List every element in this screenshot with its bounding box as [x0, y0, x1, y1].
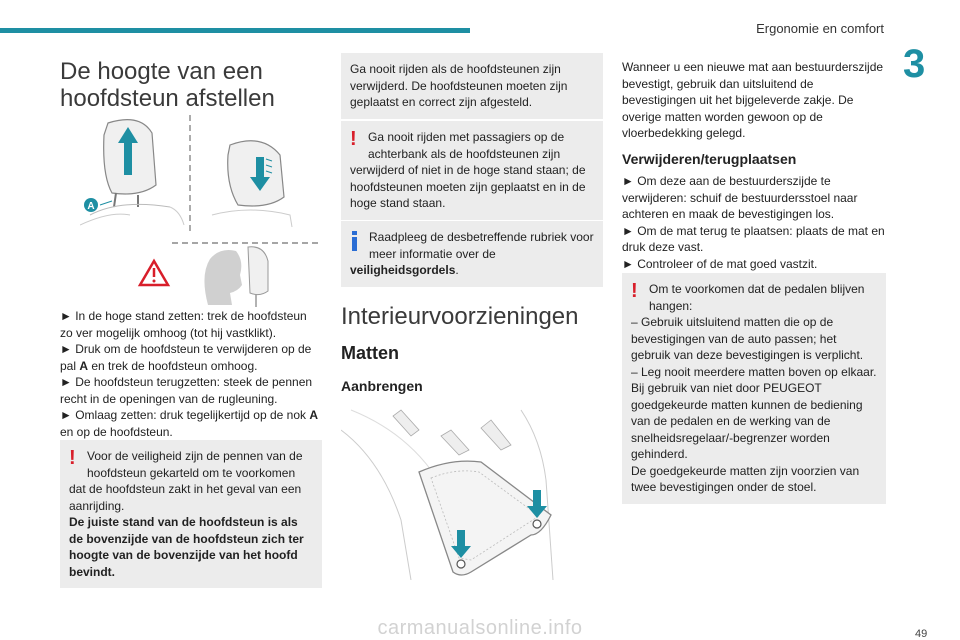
warning-text: Voor de veiligheid zijn de pennen van de hoofdsteun gekarteld om te voorkomen dat de hoofdsteun zakt in het geval van een aanrijding.: [69, 449, 303, 513]
warning-text: Ga nooit rijden met passagiers op de achterbank als de hoofdsteunen zijn verwijderd of niet in de hoge stand staan; de hoofdsteunen moeten zijn geplaatst en in de hoge stand staan.: [350, 130, 586, 210]
headrest-lowered: [228, 141, 284, 206]
floor-mat-figure: [341, 400, 603, 580]
warning-icon: !: [350, 128, 357, 150]
watermark: carmanualsonline.info: [377, 617, 583, 639]
warning-line: – Gebruik uitsluitend matten die op de bevestigingen van de auto passen; het gebruik van deze bevestigingen is verplicht.: [631, 315, 864, 362]
chapter-number: 3: [903, 42, 926, 86]
warning-line: De goedgekeurde matten zijn voorzien van twee bevestigingen onder de stoel.: [631, 463, 860, 494]
warning-icon: !: [631, 280, 638, 302]
step-remove-tail: en trek de hoofdsteun omhoog.: [88, 358, 258, 373]
info-link-seatbelts[interactable]: veiligheidsgordels: [350, 263, 456, 277]
warning-bold-text: De juiste stand van de hoofdsteun is als de bovenzijde van de hoofdsteun zich ter hoogte van de bovenzijde van het hoofd bevindt.: [69, 515, 304, 579]
head-silhouette: [204, 250, 242, 305]
seat-back-outline: [90, 204, 170, 215]
section-title: Ergonomie en comfort: [756, 21, 884, 36]
page-title: [60, 58, 322, 112]
step-remove-mat: ► Om deze aan de bestuurderszijde te verwijderen: schuif de bestuurdersstoel naar achteren en maak de bevestigingen los.: [622, 174, 858, 221]
mat-fastener: [457, 560, 465, 568]
header-accent-bar: [0, 28, 470, 33]
info-end: .: [455, 263, 459, 277]
warning-box-notched-pins: [60, 440, 322, 588]
step-refit-mat: ► Om de mat terug te plaatsen: plaats de mat en druk deze vast.: [622, 223, 885, 254]
label-a: A: [87, 201, 95, 212]
step-lower-bold: A: [309, 408, 319, 422]
note-text: Ga nooit rijden als de hoofdsteunen zijn verwijderd. De hoofdsteunen moeten zijn geplaatst en correct zijn afgesteld.: [350, 62, 568, 109]
info-box-seatbelts: [341, 221, 603, 287]
warning-line: – Leg nooit meerdere matten boven op elkaar.: [631, 364, 877, 379]
info-text: Raadpleeg de desbetreffende rubriek voor meer informatie over de: [369, 230, 594, 261]
pedal: [481, 420, 511, 450]
step-lower-tail: en op de hoofdsteun.: [60, 424, 173, 439]
section-heading: Interieurvoorzieningen: [341, 303, 579, 330]
warning-box-passengers: [341, 121, 603, 220]
floor-mat: [419, 461, 551, 575]
subsection-heading: Matten: [341, 343, 399, 363]
step-refit: ► De hoofdsteun terugzetten: steek de pennen recht in de openingen van de rugleuning.: [60, 375, 313, 406]
mat-fastener: [533, 520, 541, 528]
warning-text: Om te voorkomen dat de pedalen blijven hangen:: [649, 282, 865, 313]
warning-box-pedals: [622, 273, 886, 504]
step-check-mat: ► Controleer of de mat goed vastzit.: [622, 256, 818, 271]
title-line-1: De hoogte van een: [60, 58, 263, 85]
remove-refit-heading: Verwijderen/terugplaatsen: [622, 151, 797, 167]
note-box-headrests: [341, 53, 603, 119]
subsubsection-heading: Aanbrengen: [341, 378, 423, 394]
intro-text: Wanneer u een nieuwe mat aan bestuurderszijde bevestigt, gebruik dan uitsluitend de bevestigingen uit het bijgeleverde zakje. De overige matten worden gewoon op de vloerbedekking gelegd.: [622, 60, 884, 140]
headrest-figure: [80, 115, 320, 307]
adjust-steps: [60, 308, 322, 440]
remove-refit-steps: [622, 173, 886, 272]
warning-line: Bij gebruik van niet door PEUGEOT goedgekeurde matten kunnen de bediening van de pedalen en de werking van de snelheidsregelaar/-begrenzer worden gehinderd.: [631, 381, 863, 461]
step-remove-text: ► Druk om de hoofdsteun te verwijderen op de pal: [60, 342, 312, 373]
info-icon: [352, 231, 359, 249]
warning-icon: !: [69, 447, 76, 469]
page-number: 49: [915, 628, 928, 640]
step-lower: [60, 407, 322, 440]
pedal: [441, 430, 469, 455]
step-lower-text: ► Omlaag zetten: druk tegelijkertijd op de nok: [60, 408, 310, 422]
interior-outline: [341, 430, 411, 580]
step-remove-bold: A: [79, 358, 89, 373]
step-raise: ► In de hoge stand zetten: trek de hoofdsteun zo ver mogelijk omhoog (tot hij vastklikt).: [60, 309, 307, 340]
pedal: [393, 410, 419, 436]
step-remove: [60, 341, 322, 374]
title-line-2: hoofdsteun afstellen: [60, 85, 275, 112]
